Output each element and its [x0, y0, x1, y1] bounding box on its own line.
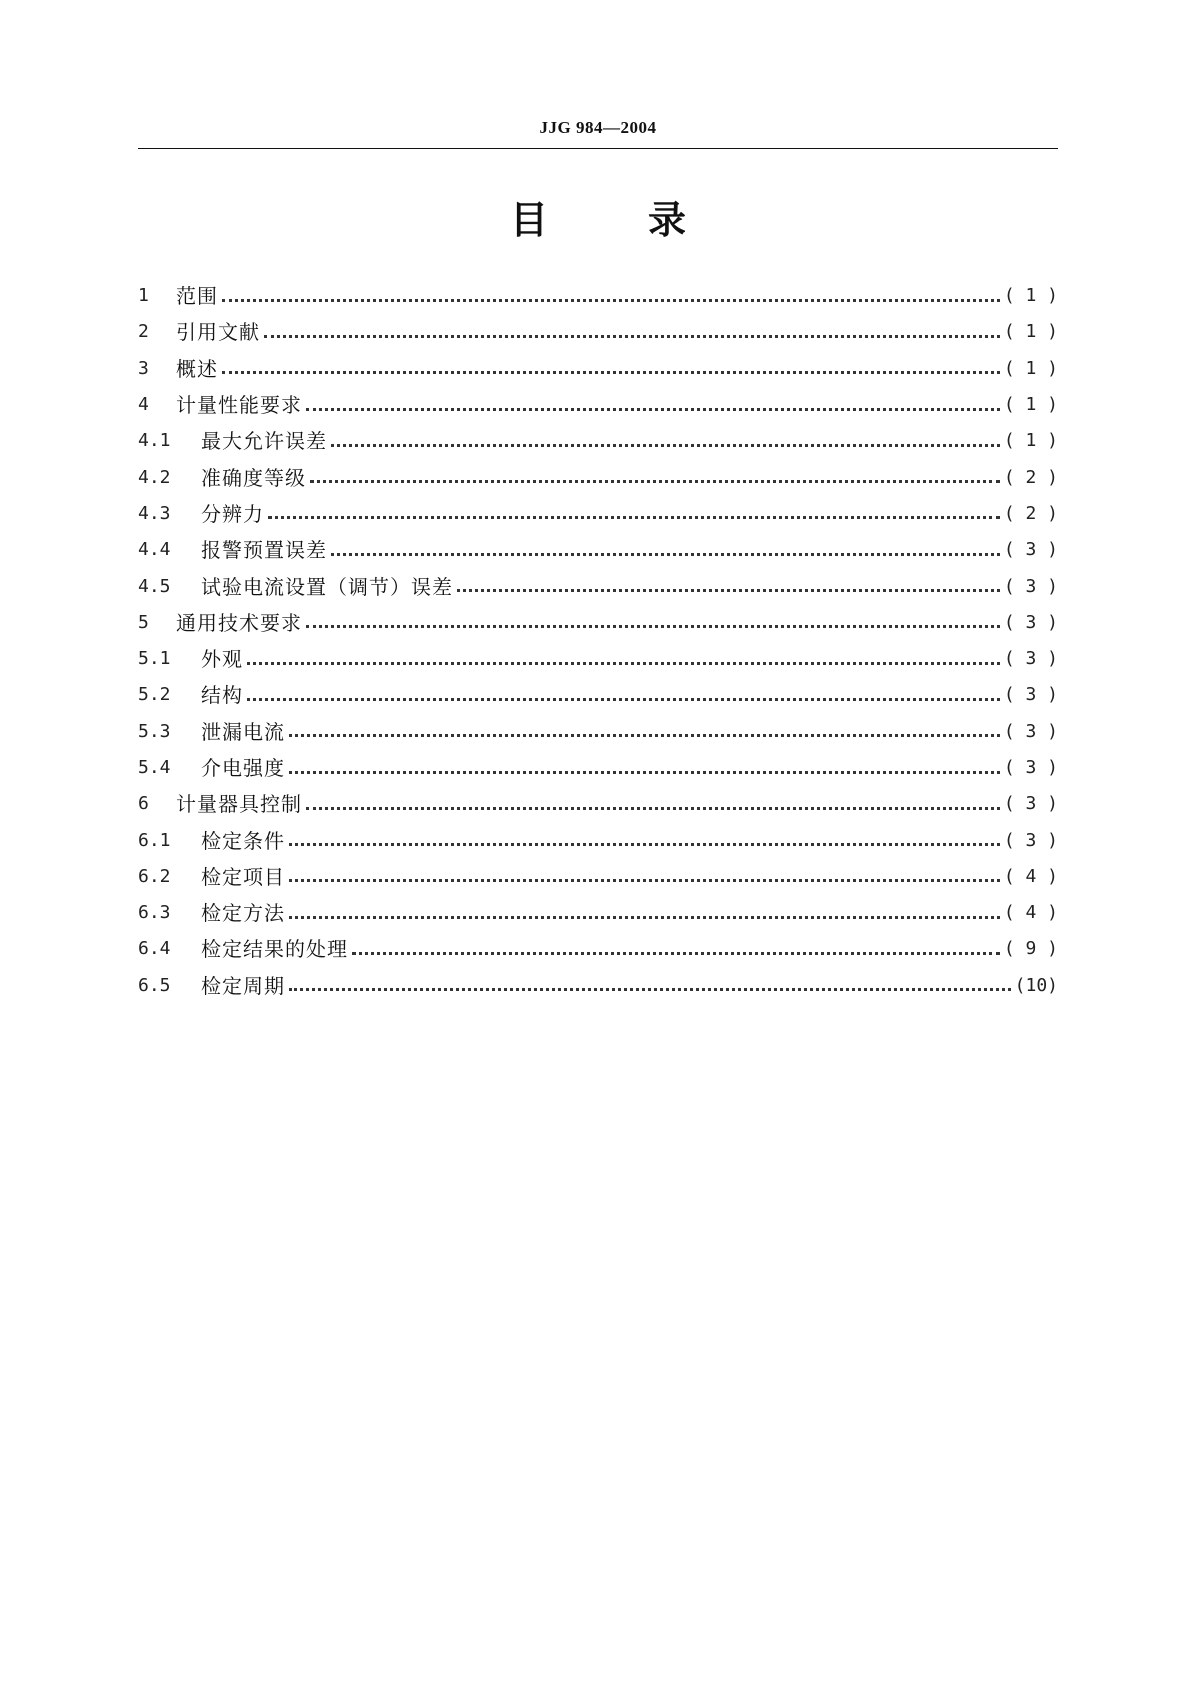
toc-entry[interactable]	[138, 459, 1058, 495]
toc-dot-leader	[310, 480, 1000, 483]
document-code-header: JJG 984—2004	[539, 118, 657, 137]
toc-dot-leader	[306, 625, 1000, 628]
toc-entry-label: 引用文献	[176, 320, 260, 345]
toc-entry-page: ( 3 )	[1003, 829, 1058, 851]
toc-entry-number: 6.4	[138, 938, 171, 960]
toc-dot-leader	[222, 299, 1000, 302]
toc-entry-label: 检定结果的处理	[201, 937, 348, 962]
toc-entry-number: 1	[138, 285, 149, 307]
toc-entry-page: ( 1 )	[1003, 321, 1058, 343]
toc-entry-number: 5.3	[138, 720, 171, 742]
toc-entry-label: 外观	[201, 647, 243, 672]
toc-entry[interactable]	[138, 895, 1058, 931]
toc-entry[interactable]	[138, 387, 1058, 423]
toc-entry[interactable]	[138, 968, 1058, 1004]
toc-entry-label: 计量性能要求	[176, 393, 302, 418]
toc-entry[interactable]	[138, 314, 1058, 350]
toc-entry[interactable]	[138, 931, 1058, 967]
toc-entry-page: (10)	[1014, 974, 1058, 996]
toc-entry-label: 检定周期	[201, 973, 285, 998]
toc-dot-leader	[289, 843, 1000, 846]
header-rule	[138, 148, 1058, 149]
toc-entry-page: ( 1 )	[1003, 357, 1058, 379]
toc-dot-leader	[306, 408, 1000, 411]
toc-dot-leader	[222, 371, 1000, 374]
toc-entry-label: 分辨力	[201, 501, 264, 526]
toc-entry-label: 检定方法	[201, 901, 285, 926]
toc-entry[interactable]	[138, 859, 1058, 895]
toc-entry-number: 5.2	[138, 684, 171, 706]
toc-entry[interactable]	[138, 641, 1058, 677]
toc-entry-number: 3	[138, 357, 149, 379]
toc-entry[interactable]	[138, 532, 1058, 568]
toc-entry-number: 5.4	[138, 757, 171, 778]
toc-entry[interactable]	[138, 351, 1058, 387]
toc-entry-label: 计量器具控制	[176, 792, 302, 817]
toc-entry-number: 5.1	[138, 648, 171, 670]
toc-entry[interactable]	[138, 278, 1058, 314]
toc-entry-page: ( 3 )	[1003, 539, 1058, 561]
toc-dot-leader	[331, 553, 1000, 556]
toc-entry[interactable]	[138, 750, 1058, 786]
toc-entry-page: ( 2 )	[1003, 466, 1058, 488]
toc-entry[interactable]	[138, 568, 1058, 604]
toc-dot-leader	[289, 771, 1000, 774]
toc-entry-number: 4.5	[138, 575, 171, 597]
toc-entry-label: 通用技术要求	[176, 610, 302, 635]
toc-entry-number: 6.2	[138, 865, 171, 887]
toc-dot-leader	[289, 916, 1000, 919]
toc-entry-number: 6.5	[138, 974, 171, 996]
toc-entry-label: 泄漏电流	[201, 719, 285, 744]
toc-entry-page: ( 3 )	[1003, 648, 1058, 670]
toc-entry[interactable]	[138, 822, 1058, 858]
title-char-1: 目	[509, 198, 548, 242]
toc-entry[interactable]	[138, 605, 1058, 641]
page-title	[138, 196, 1058, 244]
toc-entry-label: 概述	[176, 356, 218, 381]
toc-entry-page: ( 3 )	[1003, 793, 1058, 815]
toc-entry-label: 介电强度	[201, 756, 285, 780]
toc-entry[interactable]	[138, 786, 1058, 822]
toc-dot-leader	[457, 589, 1000, 592]
toc-entry-number: 4.2	[138, 466, 171, 488]
toc-entry-page: ( 4 )	[1003, 902, 1058, 924]
toc-entry-page: ( 4 )	[1003, 865, 1058, 887]
toc-entry-label: 检定项目	[201, 864, 285, 889]
toc-entry-page: ( 3 )	[1003, 720, 1058, 742]
toc-dot-leader	[247, 698, 1000, 701]
toc-entry-number: 6.1	[138, 829, 171, 851]
toc-entry[interactable]	[138, 677, 1058, 713]
toc-entry-label: 检定条件	[201, 828, 285, 853]
toc-entry-number: 4.3	[138, 502, 171, 524]
toc-entry-label: 范围	[176, 284, 218, 309]
title-char-2: 录	[648, 198, 687, 242]
toc-entry-label: 结构	[201, 683, 243, 708]
toc-dot-leader	[289, 988, 1011, 991]
toc-dot-leader	[289, 734, 1000, 737]
toc-entry-label: 准确度等级	[201, 465, 306, 490]
toc-dot-leader	[247, 662, 1000, 665]
toc-entry-page: ( 3 )	[1003, 757, 1058, 778]
toc-dot-leader	[331, 444, 1000, 447]
toc-entry-page: ( 9 )	[1003, 938, 1058, 960]
toc-entry-label: 最大允许误差	[201, 429, 327, 454]
toc-entry-page: ( 1 )	[1003, 285, 1058, 307]
toc-dot-leader	[264, 335, 1000, 338]
toc-entry-page: ( 3 )	[1003, 684, 1058, 706]
toc-entry-number: 4	[138, 394, 149, 416]
toc-entry-label: 报警预置误差	[201, 538, 327, 563]
toc-entry[interactable]	[138, 496, 1058, 532]
toc-entry-number: 2	[138, 321, 149, 343]
toc-entry-number: 4.4	[138, 539, 171, 561]
toc-dot-leader	[268, 516, 1000, 519]
toc-entry[interactable]	[138, 714, 1058, 750]
toc-entry-page: ( 1 )	[1003, 394, 1058, 416]
toc-entry[interactable]	[138, 423, 1058, 459]
toc-entry-number: 6	[138, 793, 149, 815]
toc-dot-leader	[352, 952, 1000, 955]
toc-entry-page: ( 1 )	[1003, 430, 1058, 452]
toc-entry-label: 试验电流设置（调节）误差	[201, 574, 453, 599]
toc-entry-page: ( 3 )	[1003, 611, 1058, 633]
toc-entry-number: 5	[138, 611, 149, 633]
toc-entry-page: ( 3 )	[1003, 575, 1058, 597]
toc-entry-number: 4.1	[138, 430, 171, 452]
toc-dot-leader	[289, 879, 1000, 882]
toc-dot-leader	[306, 807, 1000, 810]
toc-entry-number: 6.3	[138, 902, 171, 924]
toc-entry-page: ( 2 )	[1003, 502, 1058, 524]
table-of-contents	[138, 278, 1058, 1004]
